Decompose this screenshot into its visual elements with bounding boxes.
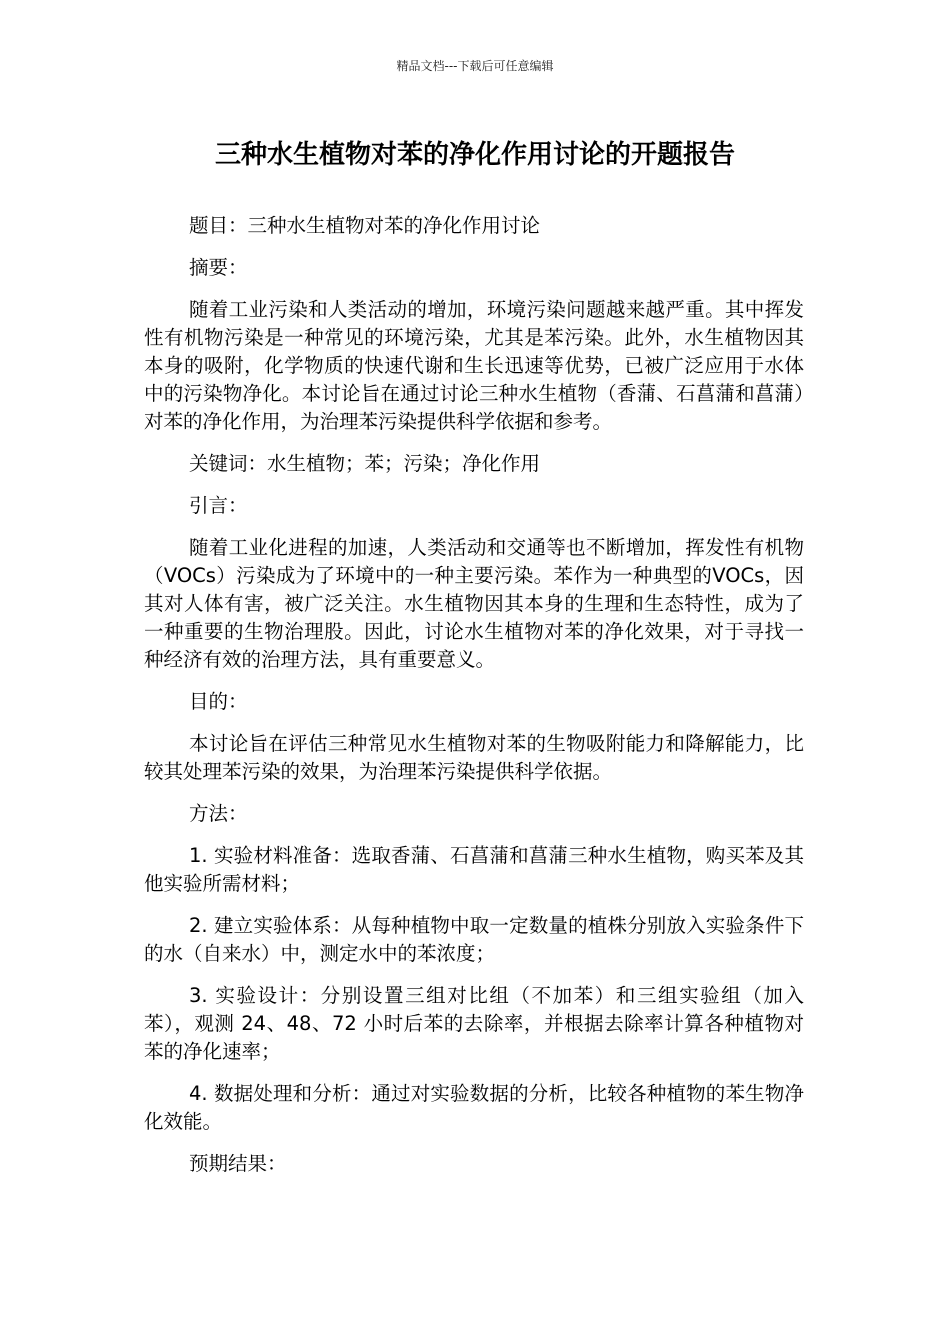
method-step-4: 4. 数据处理和分析：通过对实验数据的分析，比较各种植物的苯生物净化效能。 bbox=[144, 1082, 804, 1133]
expected-results-heading: 预期结果： bbox=[189, 1152, 287, 1175]
method-step-2: 2. 建立实验体系：从每种植物中取一定数量的植株分别放入实验条件下的水（自来水）中，测定水中的苯浓度； bbox=[144, 914, 804, 965]
abstract-paragraph: 随着工业污染和人类活动的增加，环境污染问题越来越严重。其中挥发性有机物污染是一种常见的环境污染，尤其是苯污染。此外，水生植物因其本身的吸附，化学物质的快速代谢和生长迅速等优势，已被广泛应用于水体中的污染物净化。本讨论旨在通过讨论三种水生植物（香蒲、石菖蒲和菖蒲）对苯的净化作用，为治理苯污染提供科学依据和参考。 bbox=[144, 298, 804, 433]
introduction-heading: 引言： bbox=[189, 494, 248, 517]
introduction-paragraph: 随着工业化进程的加速，人类活动和交通等也不断增加，挥发性有机物（VOCs）污染成为了环境中的一种主要污染。苯作为一种典型的VOCs，因其对人体有害，被广泛关注。水生植物因其本身的生理和生态特性，成为了一种重要的生物治理股。因此，讨论水生植物对苯的净化效果，对于寻找一种经济有效的治理方法，具有重要意义。 bbox=[144, 536, 804, 671]
abstract-heading: 摘要： bbox=[189, 256, 248, 279]
document-title: 三种水生植物对苯的净化作用讨论的开题报告 bbox=[214, 140, 735, 170]
header-note: 精品文档---下载后可任意编辑 bbox=[396, 59, 554, 73]
document-body bbox=[144, 212, 804, 1192]
purpose-paragraph: 本讨论旨在评估三种常见水生植物对苯的生物吸附能力和降解能力，比较其处理苯污染的效果，为治理苯污染提供科学依据。 bbox=[144, 732, 804, 783]
method-step-3: 3. 实验设计：分别设置三组对比组（不加苯）和三组实验组（加入苯），观测 24、48、72 小时后苯的去除率，并根据去除率计算各种植物对苯的净化速率； bbox=[144, 984, 804, 1063]
method-step-1: 1. 实验材料准备：选取香蒲、石菖蒲和菖蒲三种水生植物，购买苯及其他实验所需材料； bbox=[144, 844, 804, 895]
topic-line: 题目：三种水生植物对苯的净化作用讨论 bbox=[189, 214, 541, 237]
purpose-heading: 目的： bbox=[189, 690, 248, 713]
methods-heading: 方法： bbox=[189, 802, 248, 825]
keywords-line: 关键词：水生植物；苯；污染；净化作用 bbox=[189, 452, 541, 475]
